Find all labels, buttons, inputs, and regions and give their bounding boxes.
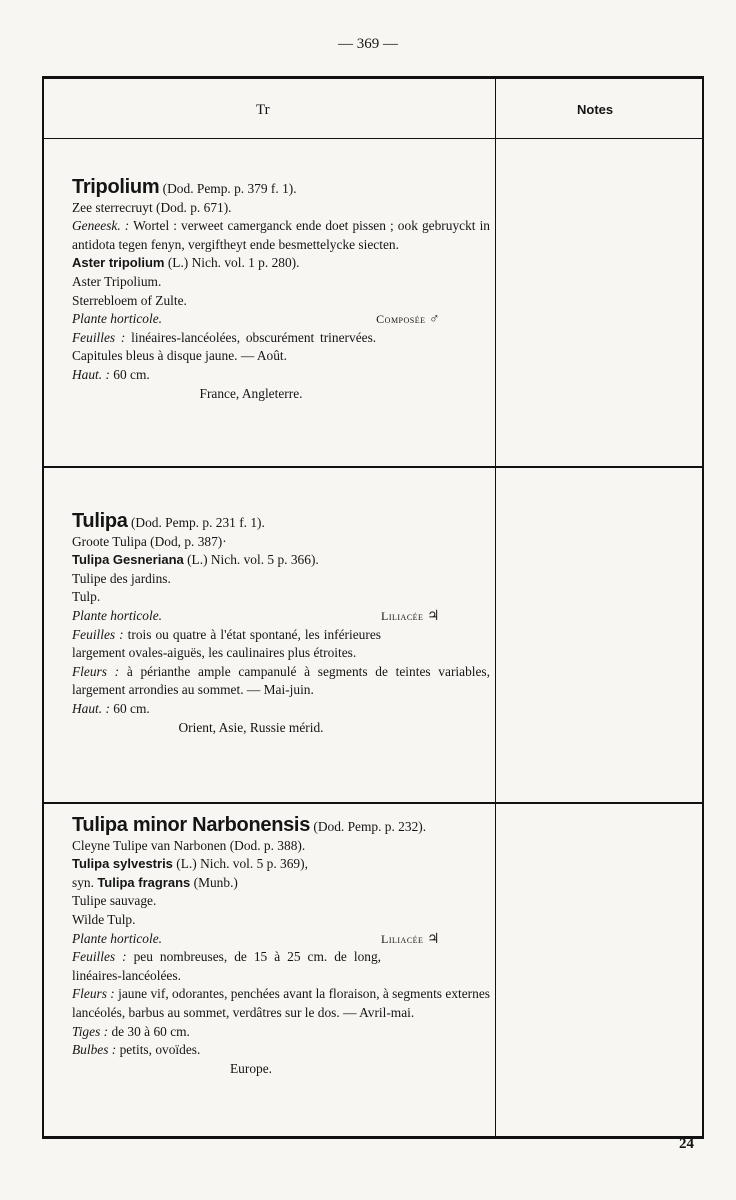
scientific-name-line	[72, 551, 490, 570]
jupiter-symbol-icon: ♃	[426, 931, 440, 947]
genus-reference: (Dod. Pemp. p. 231 f. 1).	[130, 515, 265, 530]
family-name: Liliacée	[381, 608, 424, 623]
genus-reference: (Dod. Pemp. p. 232).	[313, 819, 427, 834]
scientific-name-line	[72, 254, 490, 273]
entry-heading	[72, 512, 490, 533]
height-value: 60 cm.	[109, 366, 150, 382]
mars-symbol-icon: ♂	[429, 312, 440, 328]
genus-name: Tripolium	[72, 176, 160, 198]
paragraph-text: Wortel : verweet camerganck ende doet pissen ; ook gebruyckt in antidota tegen fenyn, vergiftheyt ende besmettelycke siecten.	[72, 218, 490, 252]
label: Feuilles :	[72, 949, 127, 965]
entry-heading	[72, 816, 490, 837]
stems-value: de 30 à 60 cm.	[108, 1023, 190, 1039]
text-line: Sterrebloem of Zulte.	[72, 292, 187, 308]
text-line: Zee sterrecruyt (Dod. p. 671).	[72, 199, 232, 215]
text-line: Tulipe des jardins.	[72, 570, 171, 586]
jupiter-symbol-icon: ♃	[426, 608, 440, 624]
paragraph-text: peu nombreuses, de 15 à 25 cm. de long, linéaires-lancéolées.	[72, 949, 381, 983]
bulbs-value: petits, ovoïdes.	[116, 1042, 201, 1058]
flowers-paragraph	[72, 985, 490, 1022]
text-line: Aster Tripolium.	[72, 273, 162, 289]
entry-tulipa-minor-narbonensis	[72, 816, 490, 1078]
label: Tiges :	[72, 1023, 109, 1039]
plant-type: Plante horticole.	[72, 311, 162, 327]
text-line: Tulipe sauvage.	[72, 893, 157, 909]
plant-type: Plante horticole.	[72, 930, 162, 946]
left-border	[42, 76, 44, 1138]
entry-heading	[72, 178, 490, 199]
synonym-line	[72, 874, 490, 893]
label: Feuilles :	[72, 626, 124, 642]
scientific-name-line	[72, 855, 490, 874]
plant-type-line	[72, 607, 490, 626]
genus-name: Tulipa	[72, 510, 128, 532]
leaves-paragraph	[72, 329, 490, 366]
label: Bulbes :	[72, 1042, 117, 1058]
plant-type: Plante horticole.	[72, 607, 162, 623]
plant-type-line	[72, 930, 490, 949]
region: Europe.	[229, 1060, 273, 1076]
region: France, Angleterre.	[199, 385, 303, 401]
height-line	[72, 366, 490, 385]
text-line: Cleyne Tulipe van Narbonen (Dod. p. 388).	[72, 837, 306, 853]
text-line: Wilde Tulp.	[72, 911, 136, 927]
entry-tulipa	[72, 512, 490, 737]
usage-paragraph	[72, 217, 490, 254]
family-label	[381, 930, 440, 950]
region: Orient, Asie, Russie mérid.	[178, 719, 324, 735]
label: Feuilles :	[72, 329, 126, 345]
height-line	[72, 700, 490, 719]
scientific-name: Aster tripolium	[72, 255, 165, 271]
paragraph-text: jaune vif, odorantes, penchées avant la floraison, à segments externes lancéolés, barbus au sommet, verdâtres sur le dos. — Avril-mai.	[72, 986, 490, 1020]
label: Geneesk. :	[72, 218, 130, 234]
text-line: Groote Tulipa (Dod, p. 387)·	[72, 533, 227, 549]
table-bottom-rule	[42, 1136, 704, 1139]
paragraph-text: linéaires-lancéolées, obscurément trinervées. Capitules bleus à disque jaune. — Août.	[72, 329, 377, 364]
scientific-reference: (L.) Nich. vol. 5 p. 369),	[172, 856, 308, 872]
family-label	[376, 310, 440, 330]
row-divider	[42, 466, 704, 468]
table-top-rule	[42, 76, 704, 79]
scientific-name: Tulipa Gesneriana	[72, 552, 184, 568]
plant-type-line	[72, 310, 490, 329]
label: Fleurs :	[72, 663, 120, 679]
scientific-reference: (L.) Nich. vol. 5 p. 366).	[183, 552, 319, 568]
family-name: Composée	[376, 312, 426, 327]
genus-reference: (Dod. Pemp. p. 379 f. 1).	[162, 181, 297, 196]
sheet-number: 24	[679, 1136, 694, 1152]
row-divider	[42, 802, 704, 804]
synonym-prefix: syn.	[72, 874, 98, 890]
family-label	[381, 607, 440, 627]
entry-tripolium	[72, 178, 490, 403]
paragraph-text: trois ou quatre à l'état spontané, les inférieures largement ovales-aiguës, les caulinaires plus étroites.	[72, 626, 381, 661]
flowers-paragraph	[72, 663, 490, 700]
header-divider	[42, 138, 704, 139]
bulbs-line	[72, 1041, 490, 1060]
family-name: Liliacée	[381, 931, 424, 946]
label: Haut. :	[72, 366, 110, 382]
label: Fleurs :	[72, 986, 115, 1002]
column-divider	[495, 76, 496, 1138]
height-value: 60 cm.	[109, 700, 150, 716]
catalog-table	[42, 76, 704, 1142]
column-header-main: Tr	[256, 102, 270, 118]
leaves-paragraph	[72, 626, 490, 663]
scientific-name: Tulipa sylvestris	[72, 856, 173, 872]
text-line: Tulp.	[72, 589, 101, 605]
page-number: — 369 —	[338, 36, 398, 52]
scientific-reference: (L.) Nich. vol. 1 p. 280).	[164, 255, 300, 271]
synonym-name: Tulipa fragrans	[97, 874, 191, 890]
genus-name: Tulipa minor Narbonensis	[72, 814, 311, 836]
paragraph-text: à périanthe ample campanulé à segments de teintes variables, largement arrondies au sommet. — Mai-juin.	[72, 663, 490, 698]
label: Haut. :	[72, 700, 110, 716]
stems-line	[72, 1023, 490, 1042]
synonym-reference: (Munb.)	[190, 874, 238, 890]
right-border	[702, 76, 704, 1138]
leaves-paragraph	[72, 948, 490, 985]
column-header-notes: Notes	[577, 102, 614, 117]
